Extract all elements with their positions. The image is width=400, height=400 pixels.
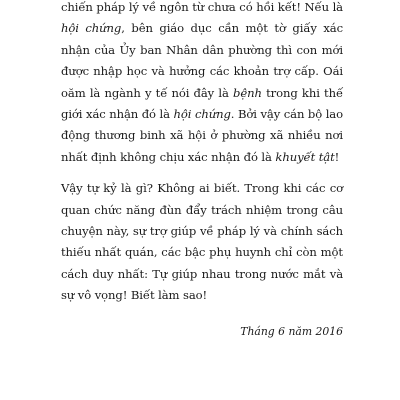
paragraph-1 xyxy=(61,0,343,168)
paragraph-1-italic-khuyet-tat: khuyết tật xyxy=(275,149,335,164)
date-line: Tháng 6 năm 2016 xyxy=(240,324,343,338)
paragraph-1-italic-hoi-chung-1: hội chứng xyxy=(61,21,122,36)
paragraph-2: Vậy tự kỷ là gì? Không ai biết. Trong khi các cơ quan chức năng đùn đẩy trách nhiệm trong câu chuyện này, sự trợ giúp về pháp lý và chính sách thiếu nhất quán, các bậc phụ huynh chỉ còn một cách duy nhất: Tự giúp nhau trong nước mắt và sự vô vọng! Biết làm sao! xyxy=(61,181,343,303)
paragraph-1-text-3: trong khi thế giới xác nhận đó là xyxy=(61,85,343,122)
paragraph-1-text-5: ! xyxy=(334,149,340,164)
document-page xyxy=(61,0,343,341)
paragraph-1-text-1: chiến pháp lý về ngôn từ chưa có hồi kết! Nếu là xyxy=(61,0,343,14)
paragraph-1-text-4: . Bởi vậy cán bộ lao động thương binh xã hội ở phường xã nhiều nơi nhất định không chịu xác nhận đó là xyxy=(61,107,344,164)
paragraph-1-italic-hoi-chung-2: hội chứng xyxy=(173,107,231,122)
paragraph-1-text-2: , bên giáo dục cần một tờ giấy xác nhận của Ủy ban Nhân dân phường thì con mới được nhập học và hưởng các khoản trợ cấp. Oái oăm là ngành y tế nói đây là xyxy=(61,21,343,100)
paragraph-1-italic-benh: bệnh xyxy=(233,85,262,100)
